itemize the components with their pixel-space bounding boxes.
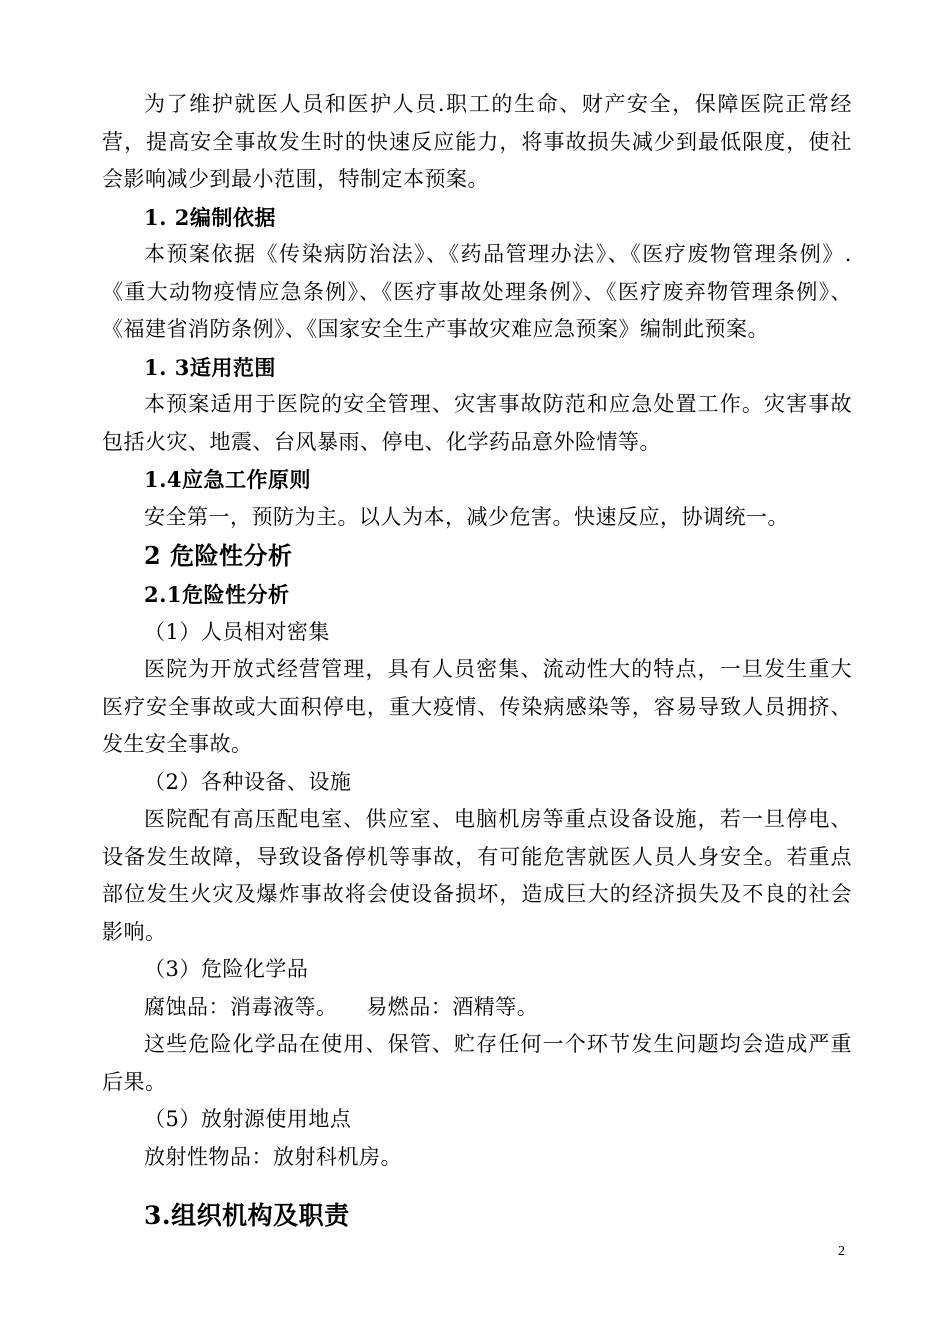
item-2-body: 医院配有高压配电室、供应室、电脑机房等重点设备设施，若一旦停电、设备发生故障，导致设备停机等事故，有可能危害就医人员人身安全。若重点部位发生火灾及爆炸事故将会使设备损坏，造成巨大的经济损失及不良的社会影响。: [102, 807, 852, 944]
item-1-title: （1）人员相对密集: [144, 619, 330, 644]
document-body: [102, 86, 852, 1238]
heading-2-1: 2.1危险性分析: [144, 582, 290, 607]
paragraph-principles: 安全第一，预防为主。以人为本，减少危害。快速反应，协调统一。: [144, 504, 789, 529]
item-5-body: 放射性物品：放射科机房。: [144, 1144, 402, 1169]
item-1-body: 医院为开放式经营管理，具有人员密集、流动性大的特点，一旦发生重大医疗安全事故或大面积停电，重大疫情、传染病感染等，容易导致人员拥挤、发生安全事故。: [102, 657, 852, 756]
item-2-title: （2）各种设备、设施: [144, 769, 352, 794]
item-5-title: （5）放射源使用地点: [144, 1107, 352, 1131]
heading-1-2: 1. 2编制依据: [144, 204, 276, 230]
heading-2: 2 危险性分析: [144, 541, 293, 570]
heading-3: 3.组织机构及职责: [144, 1201, 350, 1230]
item-3-body: 这些危险化学品在使用、保管、贮存任何一个环节发生问题均会造成严重后果。: [102, 1032, 852, 1094]
paragraph-basis: 本预案依据《传染病防治法》、《药品管理办法》、《医疗废物管理条例》.《重大动物疫情应急条例》、《医疗事故处理条例》、《医疗废弃物管理条例》、《福建省消防条例》、《国家安全生产事故灾难应急预案》编制此预案。: [102, 242, 852, 341]
paragraph-scope: 本预案适用于医院的安全管理、灾害事故防范和应急处置工作。灾害事故包括火灾、地震、台风暴雨、停电、化学药品意外险情等。: [102, 392, 852, 454]
item-3-list: 腐蚀品：消毒液等。 易燃品：酒精等。: [144, 994, 539, 1019]
page-number: 2: [838, 1244, 845, 1259]
paragraph-purpose: 为了维护就医人员和医护人员.职工的生命、财产安全，保障医院正常经营，提高安全事故发生时的快速反应能力，将事故损失减少到最低限度，使社会影响减少到最小范围，特制定本预案。: [102, 92, 852, 191]
heading-1-4: 1.4应急工作原则: [144, 467, 312, 492]
item-3-title: （3）危险化学品: [144, 957, 309, 981]
heading-1-3: 1. 3适用范围: [144, 354, 276, 380]
